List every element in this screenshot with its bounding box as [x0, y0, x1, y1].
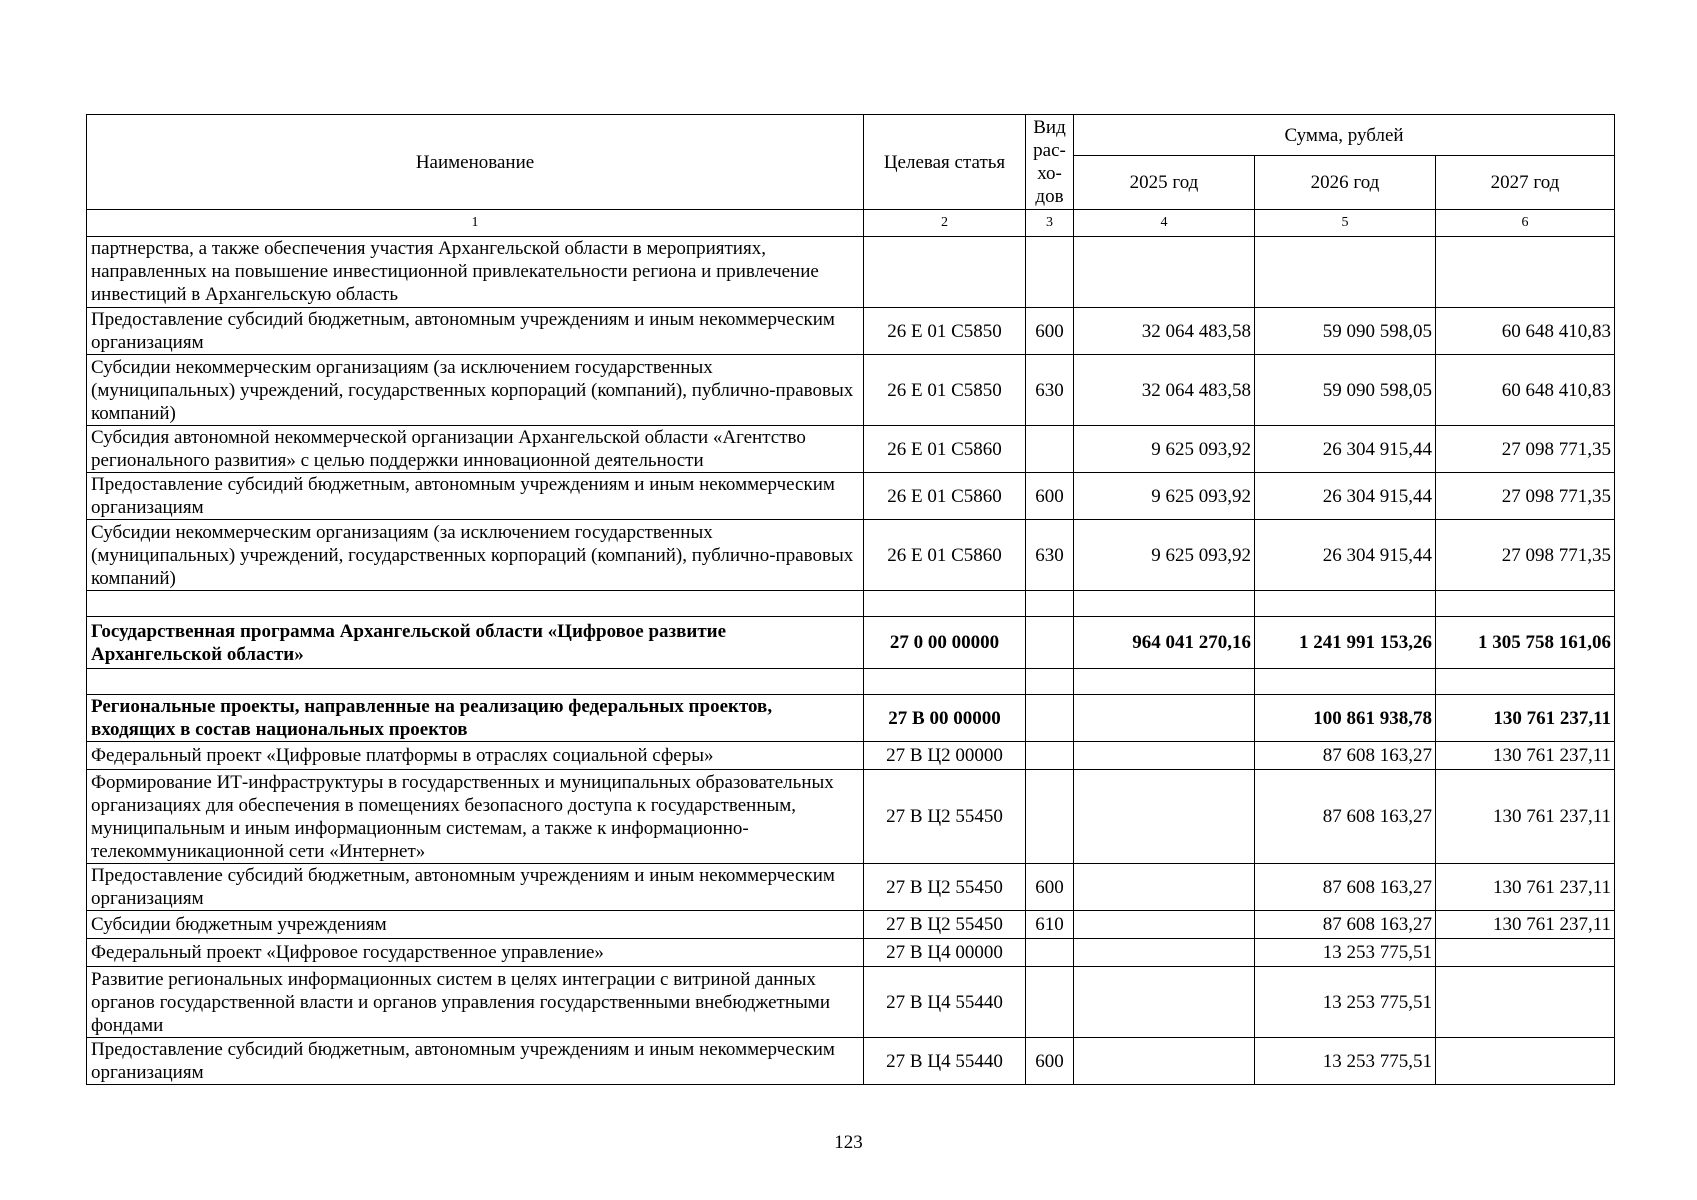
- amount-2027: 27 098 771,35: [1436, 520, 1615, 591]
- amount-2025: [1074, 742, 1255, 770]
- amount-2025: [1074, 1038, 1255, 1085]
- row-name: Субсидии некоммерческим организациям (за исключением государственных (муниципальных) учреждений, государственных корпораций (компаний), публично-правовых компаний): [87, 355, 864, 426]
- row-name: Региональные проекты, направленные на реализацию федеральных проектов, входящих в состав национальных проектов: [87, 695, 864, 742]
- amount-2026: [1255, 669, 1436, 695]
- table-row: [87, 770, 1615, 864]
- table-row: [87, 864, 1615, 911]
- amount-2025: 9 625 093,92: [1074, 426, 1255, 473]
- table-row: [87, 520, 1615, 591]
- target-code: 26 Е 01 С5860: [864, 473, 1026, 520]
- expense-type: [1026, 742, 1074, 770]
- expense-type: [1026, 939, 1074, 967]
- table-row: [87, 473, 1615, 520]
- amount-2025: 32 064 483,58: [1074, 308, 1255, 355]
- column-number: 4: [1074, 210, 1255, 237]
- expense-type: [1026, 770, 1074, 864]
- target-code: 26 Е 01 С5850: [864, 355, 1026, 426]
- expense-type: 610: [1026, 911, 1074, 939]
- row-name: Государственная программа Архангельской области «Цифровое развитие Архангельской области»: [87, 617, 864, 669]
- amount-2027: 130 761 237,11: [1436, 911, 1615, 939]
- column-number: 3: [1026, 210, 1074, 237]
- amount-2026: 59 090 598,05: [1255, 355, 1436, 426]
- target-code: 27 В 00 00000: [864, 695, 1026, 742]
- header-2026: 2026 год: [1255, 156, 1436, 210]
- amount-2026: [1255, 591, 1436, 617]
- row-name: Предоставление субсидий бюджетным, автономным учреждениям и иным некоммерческим организациям: [87, 473, 864, 520]
- amount-2025: 9 625 093,92: [1074, 520, 1255, 591]
- amount-2027: 60 648 410,83: [1436, 355, 1615, 426]
- table-row: [87, 939, 1615, 967]
- amount-2027: 27 098 771,35: [1436, 426, 1615, 473]
- row-name: Предоставление субсидий бюджетным, автономным учреждениям и иным некоммерческим организациям: [87, 308, 864, 355]
- expense-type: [1026, 591, 1074, 617]
- table-row: [87, 308, 1615, 355]
- row-name: Субсидии некоммерческим организациям (за исключением государственных (муниципальных) учреждений, государственных корпораций (компаний), публично-правовых компаний): [87, 520, 864, 591]
- amount-2026: 26 304 915,44: [1255, 520, 1436, 591]
- amount-2027: 130 761 237,11: [1436, 864, 1615, 911]
- target-code: 27 В Ц4 55440: [864, 967, 1026, 1038]
- row-name: Развитие региональных информационных систем в целях интеграции с витриной данных органов государственной власти и органов управления государственными внебюджетными фондами: [87, 967, 864, 1038]
- table-row: [87, 617, 1615, 669]
- amount-2025: 964 041 270,16: [1074, 617, 1255, 669]
- budget-table: [86, 114, 1615, 1085]
- table-row: [87, 967, 1615, 1038]
- row-name: Федеральный проект «Цифровые платформы в отраслях социальной сферы»: [87, 742, 864, 770]
- amount-2025: [1074, 695, 1255, 742]
- amount-2026: 13 253 775,51: [1255, 1038, 1436, 1085]
- amount-2027: [1436, 1038, 1615, 1085]
- target-code: 26 Е 01 С5850: [864, 308, 1026, 355]
- amount-2025: [1074, 591, 1255, 617]
- amount-2025: [1074, 669, 1255, 695]
- target-code: 27 0 00 00000: [864, 617, 1026, 669]
- amount-2025: 32 064 483,58: [1074, 355, 1255, 426]
- target-code: 26 Е 01 С5860: [864, 520, 1026, 591]
- target-code: 27 В Ц2 00000: [864, 742, 1026, 770]
- table-row: [87, 591, 1615, 617]
- expense-type: [1026, 617, 1074, 669]
- amount-2026: 100 861 938,78: [1255, 695, 1436, 742]
- column-number: 6: [1436, 210, 1615, 237]
- header-type: Вид рас-хо-дов: [1026, 115, 1074, 210]
- amount-2026: 87 608 163,27: [1255, 770, 1436, 864]
- table-row: [87, 742, 1615, 770]
- amount-2026: 13 253 775,51: [1255, 939, 1436, 967]
- amount-2025: [1074, 237, 1255, 308]
- row-name: партнерства, а также обеспечения участия Архангельской области в мероприятиях, направленных на повышение инвестиционной привлекательности региона и привлечение инвестиций в Архангельскую область: [87, 237, 864, 308]
- table-row: [87, 911, 1615, 939]
- amount-2026: 26 304 915,44: [1255, 426, 1436, 473]
- expense-type: 600: [1026, 473, 1074, 520]
- target-code: [864, 591, 1026, 617]
- header-name: Наименование: [87, 115, 864, 210]
- amount-2026: [1255, 237, 1436, 308]
- row-name: Предоставление субсидий бюджетным, автономным учреждениям и иным некоммерческим организациям: [87, 1038, 864, 1085]
- amount-2026: 13 253 775,51: [1255, 967, 1436, 1038]
- amount-2026: 87 608 163,27: [1255, 742, 1436, 770]
- header-2025: 2025 год: [1074, 156, 1255, 210]
- expense-type: [1026, 426, 1074, 473]
- target-code: 27 В Ц2 55450: [864, 911, 1026, 939]
- row-name: [87, 669, 864, 695]
- amount-2025: [1074, 864, 1255, 911]
- target-code: 27 В Ц2 55450: [864, 770, 1026, 864]
- amount-2027: [1436, 939, 1615, 967]
- amount-2027: [1436, 967, 1615, 1038]
- row-name: Субсидия автономной некоммерческой организации Архангельской области «Агентство регионального развития» с целью поддержки инновационной деятельности: [87, 426, 864, 473]
- target-code: 27 В Ц2 55450: [864, 864, 1026, 911]
- amount-2027: [1436, 669, 1615, 695]
- header-target: Целевая статья: [864, 115, 1026, 210]
- page-number: 123: [834, 1132, 863, 1153]
- expense-type: 630: [1026, 520, 1074, 591]
- amount-2026: 59 090 598,05: [1255, 308, 1436, 355]
- expense-type: [1026, 695, 1074, 742]
- table-row: [87, 355, 1615, 426]
- amount-2026: 87 608 163,27: [1255, 864, 1436, 911]
- row-name: [87, 591, 864, 617]
- amount-2027: [1436, 591, 1615, 617]
- expense-type: 630: [1026, 355, 1074, 426]
- table-row: [87, 426, 1615, 473]
- column-number: 2: [864, 210, 1026, 237]
- row-name: Формирование ИТ-инфраструктуры в государственных и муниципальных образовательных организациях для обеспечения в помещениях безопасного доступа к государственным, муниципальным и иным информационным системам, а также к информационно-телекоммуникационной сети «Интернет»: [87, 770, 864, 864]
- target-code: 27 В Ц4 55440: [864, 1038, 1026, 1085]
- row-name: Предоставление субсидий бюджетным, автономным учреждениям и иным некоммерческим организациям: [87, 864, 864, 911]
- expense-type: [1026, 669, 1074, 695]
- amount-2025: [1074, 967, 1255, 1038]
- target-code: 26 Е 01 С5860: [864, 426, 1026, 473]
- column-number: 5: [1255, 210, 1436, 237]
- amount-2025: [1074, 939, 1255, 967]
- amount-2026: 87 608 163,27: [1255, 911, 1436, 939]
- row-name: Федеральный проект «Цифровое государственное управление»: [87, 939, 864, 967]
- target-code: 27 В Ц4 00000: [864, 939, 1026, 967]
- amount-2026: 1 241 991 153,26: [1255, 617, 1436, 669]
- table-row: [87, 1038, 1615, 1085]
- target-code: [864, 237, 1026, 308]
- amount-2025: [1074, 770, 1255, 864]
- amount-2027: 60 648 410,83: [1436, 308, 1615, 355]
- amount-2027: 130 761 237,11: [1436, 770, 1615, 864]
- table-row: [87, 695, 1615, 742]
- amount-2027: 1 305 758 161,06: [1436, 617, 1615, 669]
- table-row: [87, 237, 1615, 308]
- amount-2025: [1074, 911, 1255, 939]
- expense-type: 600: [1026, 864, 1074, 911]
- expense-type: [1026, 237, 1074, 308]
- amount-2026: 26 304 915,44: [1255, 473, 1436, 520]
- target-code: [864, 669, 1026, 695]
- header-2027: 2027 год: [1436, 156, 1615, 210]
- header-sum: Сумма, рублей: [1074, 115, 1615, 156]
- amount-2027: [1436, 237, 1615, 308]
- amount-2027: 27 098 771,35: [1436, 473, 1615, 520]
- table-row: [87, 669, 1615, 695]
- expense-type: 600: [1026, 308, 1074, 355]
- column-numbers-row: [87, 210, 1615, 237]
- amount-2025: 9 625 093,92: [1074, 473, 1255, 520]
- expense-type: [1026, 967, 1074, 1038]
- expense-type: 600: [1026, 1038, 1074, 1085]
- amount-2027: 130 761 237,11: [1436, 695, 1615, 742]
- column-number: 1: [87, 210, 864, 237]
- row-name: Субсидии бюджетным учреждениям: [87, 911, 864, 939]
- amount-2027: 130 761 237,11: [1436, 742, 1615, 770]
